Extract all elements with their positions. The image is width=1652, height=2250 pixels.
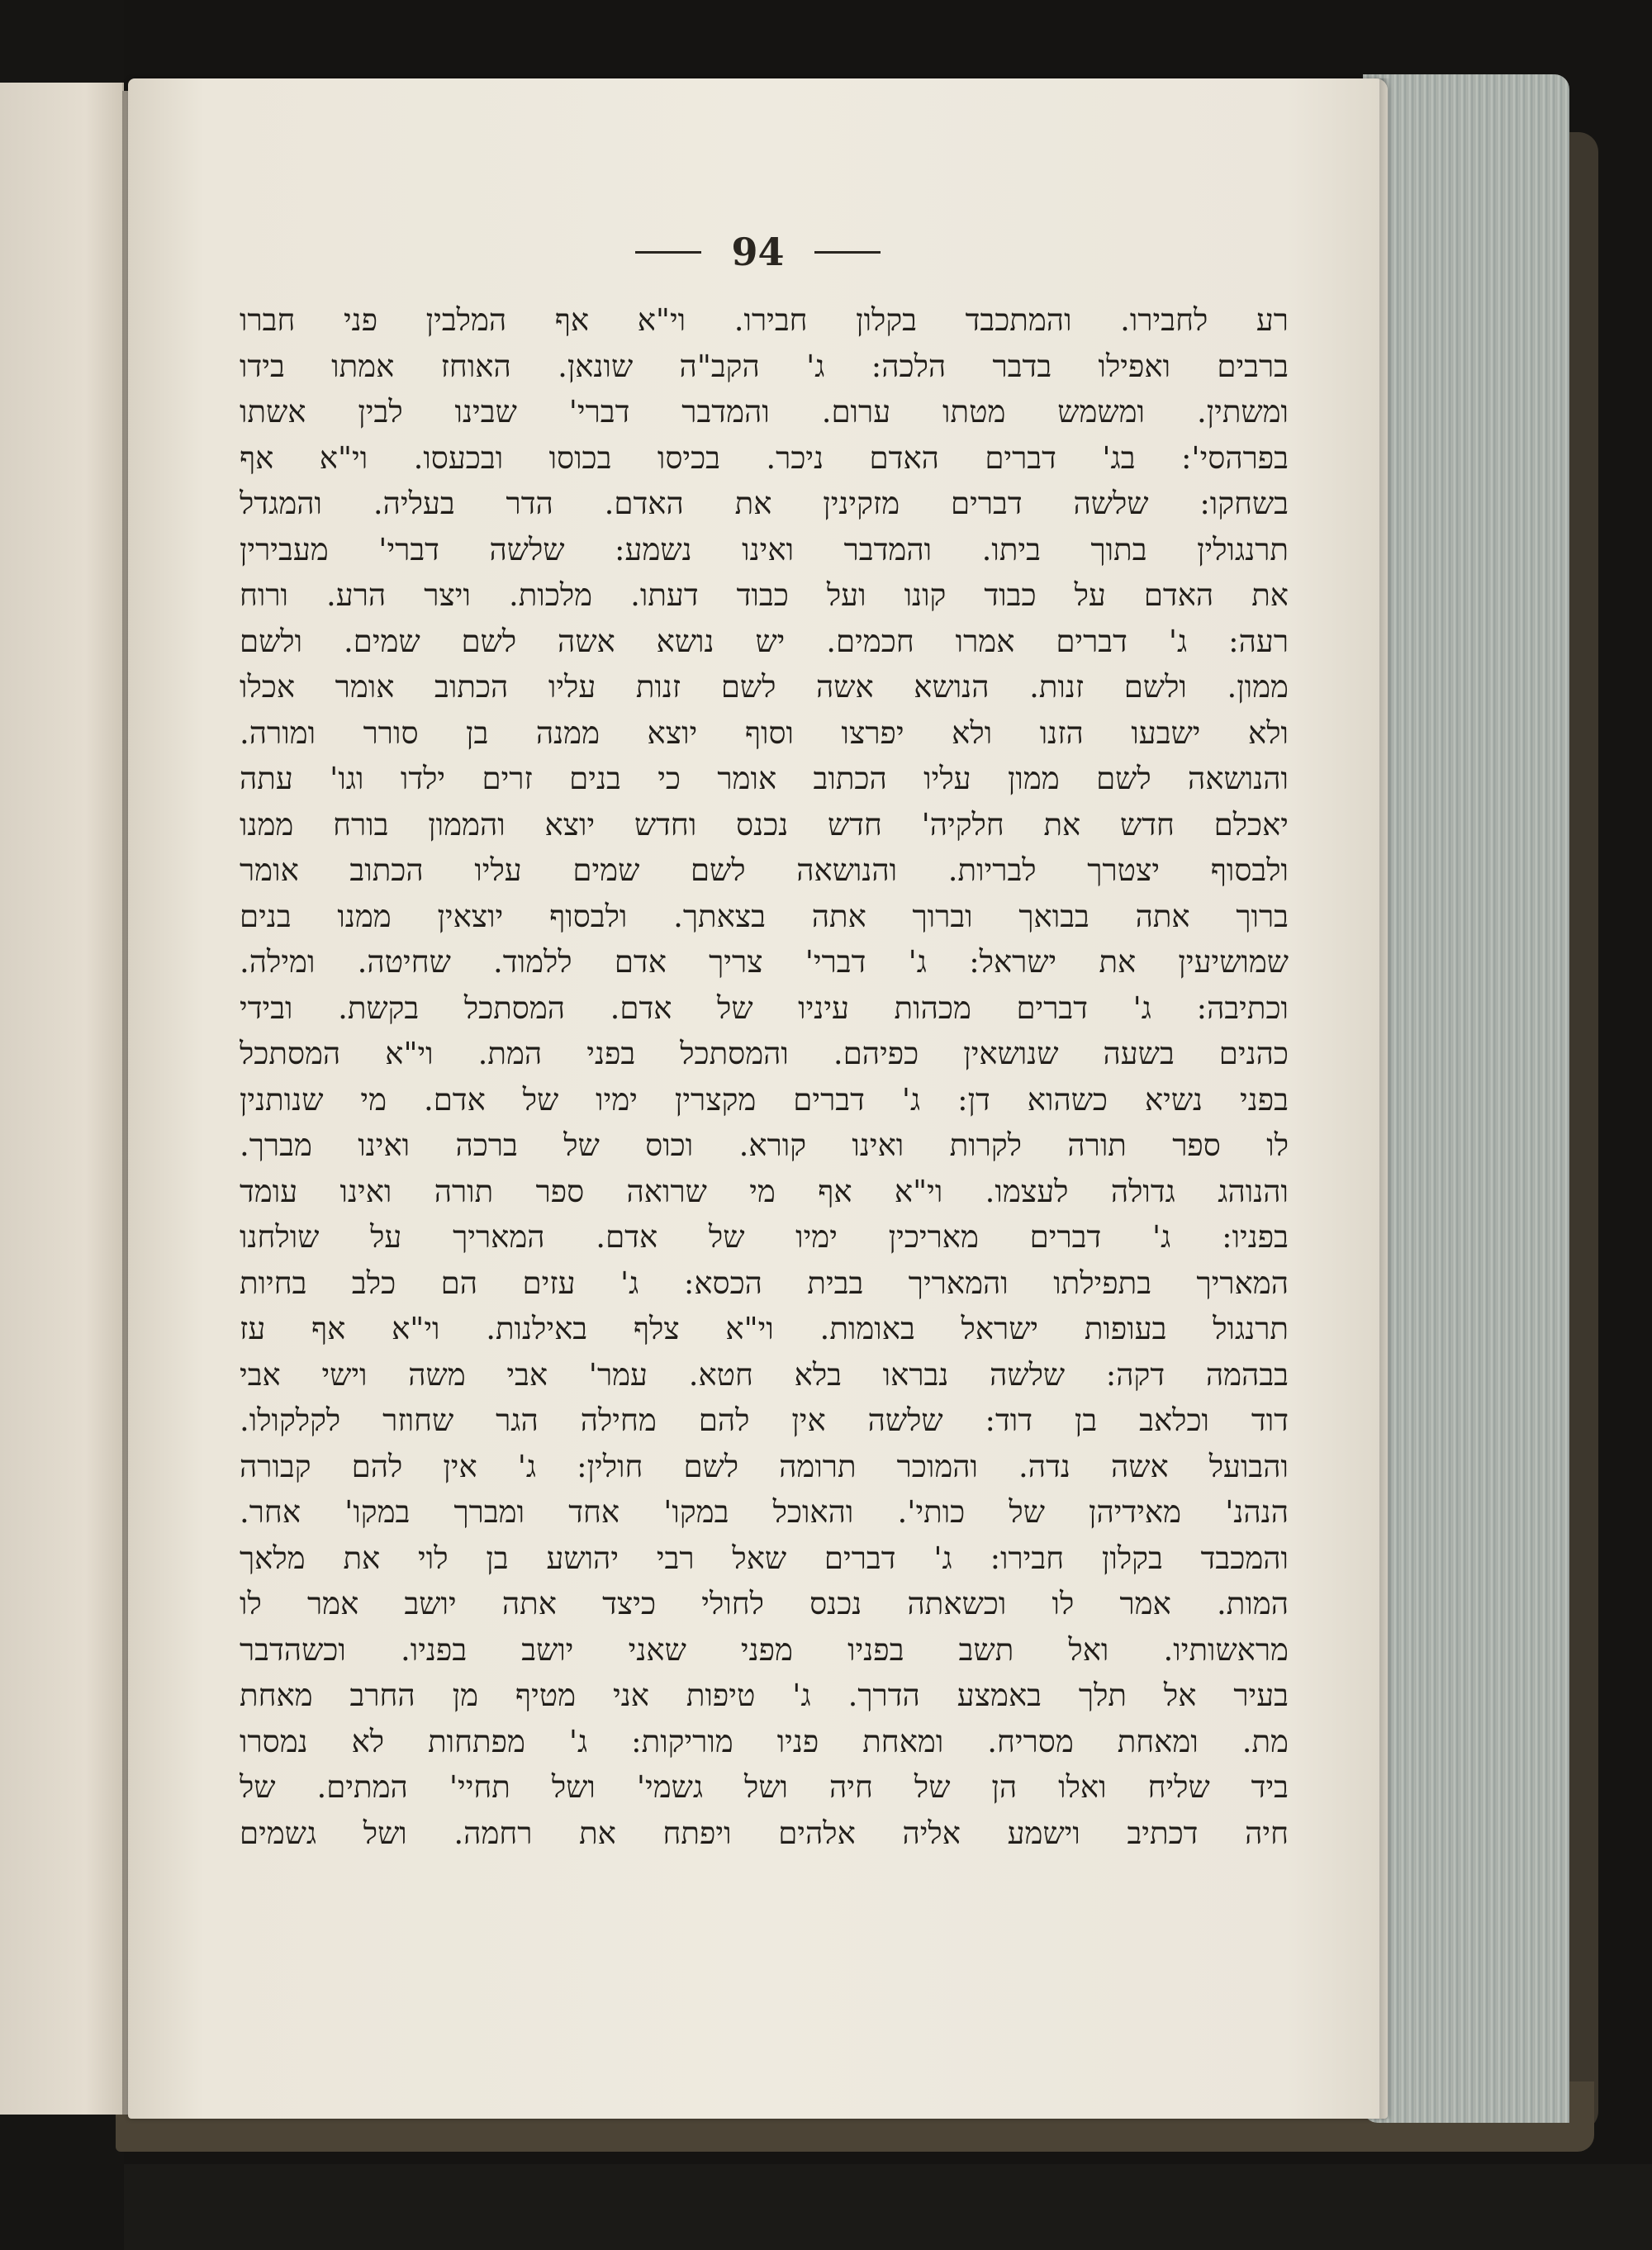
page-edge-shadow xyxy=(1379,78,1391,2119)
text-line: רעה: ג' דברים אמרו חכמים. יש נושא אשה לשם שמים. ולשם xyxy=(240,623,1289,659)
text-line: ולא ישבעו הזנו ולא יפרצו וסוף יוצא ממנה בן סורר ומורה. xyxy=(240,714,1289,751)
text-line: המאריך בתפילתו והמאריך בבית הכסא: ג' עזים הם כלב בחיות xyxy=(240,1265,1289,1301)
text-line: בעיר אל תלך באמצע הדרך. ג' טיפות אני מטיף מן החרב מאחת xyxy=(240,1678,1289,1713)
text-line: ביד שליח ואלו הן של חיה ושל גשמי' ושל תחיי' המתים. של xyxy=(240,1769,1289,1805)
text-line: דוד וכלאב בן דוד: שלשה אין להם מחילה הגר שחוזר לקלקולו. xyxy=(240,1403,1289,1438)
text-line: בפני נשיא כשהוא דן: ג' דברים מקצרין ימיו של אדם. מי שנותנין xyxy=(240,1081,1289,1118)
text-line: ולבסוף יצטרך לבריות. והנושאה לשם שמים עליו הכתוב אומר xyxy=(240,852,1289,888)
book-page xyxy=(128,78,1388,2119)
text-line: כהנים בשעה שנושאין כפיהם. והמסתכל בפני המת. וי"א המסתכל xyxy=(240,1036,1289,1071)
text-line: והנוהג גדולה לעצמו. וי"א אף מי שרואה ספר תורה ואינו עומד xyxy=(240,1173,1289,1209)
background-bottom xyxy=(124,2164,1652,2250)
body-text xyxy=(240,297,1289,1856)
text-line: מראשותיו. ואל תשב בפניו מפני שאני יושב בפניו. וכשהדבר xyxy=(240,1631,1289,1668)
header-rule-right xyxy=(814,251,881,254)
page-edges xyxy=(1363,74,1569,2123)
text-line: המות. אמר לו וכשאתה נכנס לחולי כיצד אתה יושב אמר לו xyxy=(240,1586,1289,1621)
text-line: בבהמה דקה: שלשה נבראו בלא חטא. עמר' אבי משה וישי אבי xyxy=(240,1356,1289,1393)
text-line: בשחקו: שלשה דברים מזקינין את האדם. הדר בעליה. והמגדל xyxy=(240,486,1289,521)
text-line: שמושיעין את ישראל: ג' דברי' צריך אדם ללמוד. שחיטה. ומילה. xyxy=(240,944,1289,980)
left-page xyxy=(0,83,124,2115)
text-line: והבועל אשה נדה. והמוכר תרומה לשם חולין: ג' אין להם קבורה xyxy=(240,1448,1289,1484)
text-line: בפניו: ג' דברים מאריכין ימיו של אדם. המאריך על שולחנו xyxy=(240,1219,1289,1255)
text-line: מת. ומאחת מסריח. ומאחת פניו מוריקות: ג' מפתחות לא נמסרו xyxy=(240,1723,1289,1759)
text-line: יאכלם חדש את חלקיה' חדש נכנס וחדש יוצא והממון בורח ממנו xyxy=(240,806,1289,843)
text-line: ברבים ואפילו בדבר הלכה: ג' הקב"ה שונאן. האוחז אמתו בידו xyxy=(240,348,1289,384)
text-line: תרנגול בעופות ישראל באומות. וי"א צלף באילנות. וי"א אף עז xyxy=(240,1311,1289,1346)
text-line: את האדם על כבוד קונו ועל כבוד דעתו. מלכות. ויצר הרע. ורוח xyxy=(240,577,1289,613)
text-line: חיה דכתיב וישמע אליה אלהים ויפתח את רחמה. ושל גשמים xyxy=(240,1815,1289,1851)
text-line: תרנגולין בתוך ביתו. והמדבר ואינו נשמע: שלשה דברי' מעבירין xyxy=(240,531,1289,567)
text-line: והנושאה לשם ממון עליו הכתוב אומר כי בנים זרים ילדו וגו' עתה xyxy=(240,761,1289,796)
page-number: 94 xyxy=(731,230,785,274)
text-line: ממון. ולשם זנות. הנושא אשה לשם זנות עליו הכתוב אומר אכלו xyxy=(240,669,1289,705)
text-line: ומשתין. ומשמש מטתו ערום. והמדבר דברי' שבינו לבין אשתו xyxy=(240,394,1289,430)
text-line: והמכבד בקלון חבירו: ג' דברים שאל רבי יהושע בן לוי את מלאך xyxy=(240,1540,1289,1576)
header-rule-left xyxy=(635,251,701,254)
text-line: ברוך אתה בבואך וברוך אתה בצאתך. ולבסוף יוצאין ממנו בנים xyxy=(240,898,1289,934)
text-line: הנהנ' מאידיהן של כותי'. והאוכל במקו' אחד ומברך במקו' אחר. xyxy=(240,1494,1289,1530)
text-line: רע לחבירו. והמתכבד בקלון חבירו. וי"א אף המלבין פני חברו xyxy=(240,302,1289,338)
text-line: לו ספר תורה לקרות ואינו קורא. וכוס של ברכה ואינו מברך. xyxy=(240,1127,1289,1163)
text-line: וכתיבה: ג' דברים מכהות עיניו של אדם. המסתכל בקשת. ובידי xyxy=(240,990,1289,1026)
text-line: בפרהסי': בג' דברים האדם ניכר. בכיסו בכוסו ובכעסו. וי"א אף xyxy=(240,439,1289,476)
page-header xyxy=(128,219,1388,285)
